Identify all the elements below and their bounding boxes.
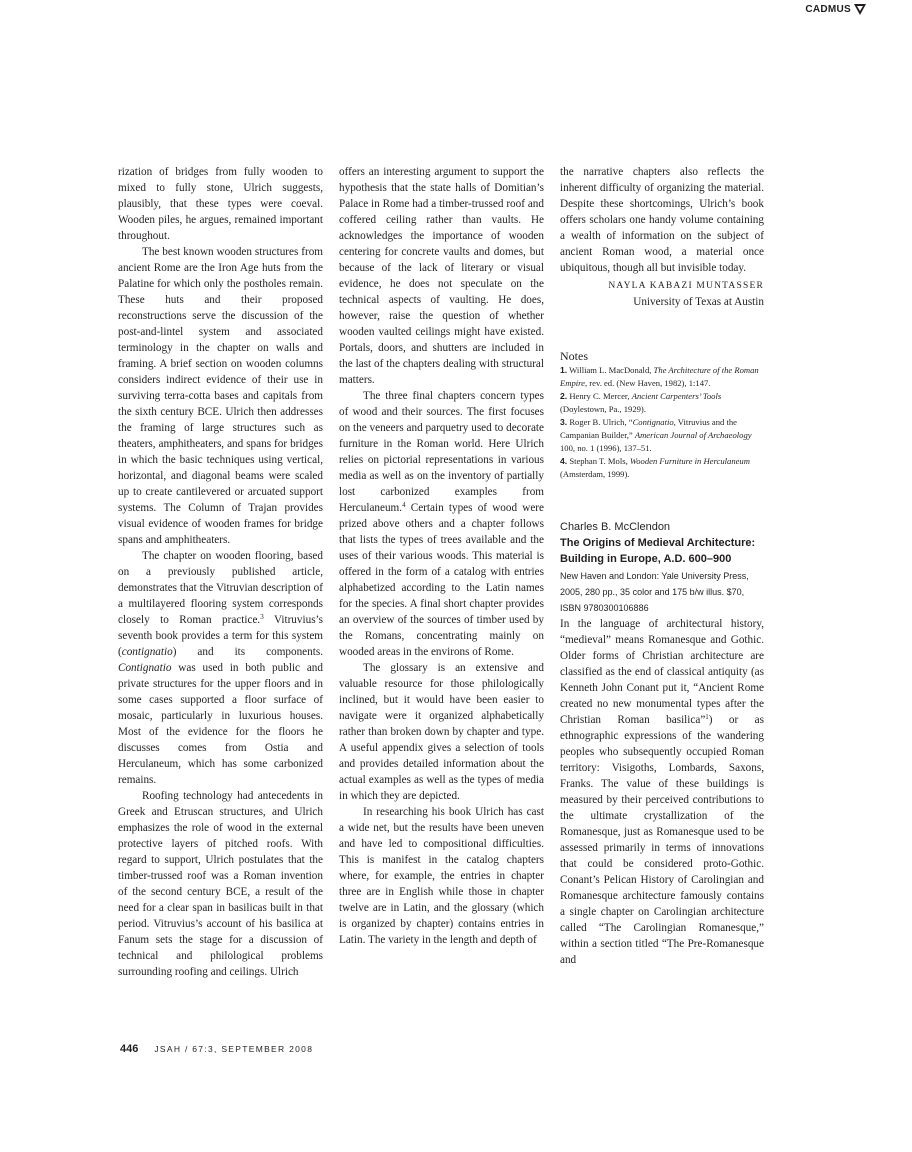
paragraph [118, 548, 323, 788]
page-footer [120, 1043, 313, 1055]
text-run: Henry C. Mercer, [567, 391, 632, 401]
reviewer-affiliation: University of Texas at Austin [633, 296, 764, 308]
journal-title-italic: American Journal of Archaeology [634, 430, 752, 440]
paragraph: rization of bridges from fully wooden to mixed to fully stone, Ulrich suggests, plausibly, that these types were coeval. Wooden piles, he argues, remained important throughout. [118, 166, 323, 242]
book-publication-info: New Haven and London: Yale University Press, 2005, 280 pp., 35 color and 175 b/w illus. $70, ISBN 9780300106886 [560, 571, 749, 613]
footnote-number: 1. [560, 365, 568, 375]
text-run: Roger B. Ulrich, “ [567, 417, 633, 427]
book-title-italic: The Architecture of the Roman Empire [560, 365, 759, 388]
paragraph: offers an interesting argument to support the hypothesis that the state halls of Domitian’s Palace in Rome had a timber-trussed roof and coffered ceiling rather than vaults. He acknowledges the importance of wooden centering for concrete vaults and domes, but because of the lack of literary or visual evidence, he does not speculate on the technical aspects of vaulting. He does, however, raise the question of whether wooden vaulted ceilings might have existed. Portals, doors, and shutters are included in the last of the chapters dealing with structural matters. [339, 166, 544, 386]
paragraph [339, 388, 544, 660]
text-run: , rev. ed. (New Haven, 1982), 1:147. [584, 378, 711, 388]
text-run: The three final chapters concern types of wood and their sources. The first focuses on the veneers and parquetry used to decorate furniture in the Roman world. Here Ulrich relies on pictorial representations in various media as well as on the inventory of partially lost carbonized examples from Herculaneum. [339, 390, 544, 514]
footnote-number: 2. [560, 391, 568, 401]
text-run: , Vitruvius and the Campanian Builder,” [560, 417, 737, 440]
footnote-ref: 4 [402, 501, 406, 509]
text-run: (Doylestown, Pa., 1929). [560, 404, 646, 414]
latin-term: contignatio [121, 646, 173, 658]
text-run: (Amsterdam, 1999). [560, 469, 630, 479]
text-run: was used in both public and private structures for the upper floors and in some cases supported a floor surface of mosaic, particularly in luxurious houses. Most of the evidence for the floors he discusses comes from Ostia and Herculaneum, which has some carbonized remains. [118, 662, 323, 786]
footnote [560, 455, 764, 481]
book-author: Charles B. McClendon [560, 521, 671, 533]
text-run: Certain types of wood were prized above others and a chapter follows that lists the types of trees available and the uses of their various woods. This material is offered in the form of a catalog with entries alphabetized according to the Latin names for the species. A final short chapter provides an overview of the sources of timber used by the Romans, concentrating mainly on wooded areas in the environs of Rome. [339, 502, 544, 658]
page-number: 446 [120, 1043, 139, 1055]
footnote [560, 390, 764, 416]
column-3 [560, 164, 764, 968]
footnote-ref: 1 [705, 713, 709, 721]
paragraph: The glossary is an extensive and valuable resource for those philologically inclined, but it would have been easier to navigate were it organized alphabetically rather than broken down by chapter and type. A useful appendix gives a selection of tools and provides detailed information about the actual examples as well as the types of media in which they are depicted. [339, 662, 544, 802]
column-2 [339, 164, 544, 948]
text-run: ) or as ethnographic expressions of the wandering peoples who subsequently occupied Roman territory: Visigoths, Lombards, Saxons, Franks. The value of these buildings is measured by their perceived contributions to the ultimate crystallization of the Romanesque, just as Romanesque used to be assessed primarily in terms of innovations that could be considered proto-Gothic. Conant’s Pelican History of Carolingian and Romanesque architecture famously contains a single chapter on Carolingian architecture called “The Carolingian Romanesque,” within a section titled “The Pre-Romanesque and [560, 714, 764, 966]
text-run: The chapter on wooden flooring, based on a previously published article, demonstrates that the Vitruvian description of a multilayered flooring system corresponds closely to Roman practice. [118, 550, 323, 626]
book-title-italic: Ancient Carpenters’ Tools [631, 391, 722, 401]
footnote [560, 364, 764, 390]
cadmus-brand [805, 4, 866, 15]
text-run: William L. MacDonald, [567, 365, 654, 375]
cadmus-label: CADMUS [805, 4, 851, 15]
cadmus-triangle-logo-icon [854, 4, 866, 15]
text-run: Stephan T. Mols, [567, 456, 630, 466]
text-run: In the language of architectural history, “medieval” means Romanesque and Gothic. Older forms of Christian architecture are classified as the end of classical antiquity (as Kenneth John Conant put it, “Ancient Rome created no new monumental types after the Christian Roman basilica” [560, 618, 764, 726]
footnote [560, 416, 764, 455]
paragraph: the narrative chapters also reflects the inherent difficulty of organizing the material. Despite these shortcomings, Ulrich’s book offers scholars one handy volume containing a wealth of information on the subject of ancient Roman wood, a material once ubiquitous, though all but invisible today. [560, 166, 764, 274]
text-run: Vitruvius’s seventh book provides a term for this system ( [118, 614, 324, 658]
column-1 [118, 164, 323, 980]
paragraph: Roofing technology had antecedents in Greek and Etruscan structures, and Ulrich emphasizes the role of wood in the external protective layers of pitched roofs. With regard to support, Ulrich postulates that the timber-trussed roof was a Roman invention of the second century BCE, a result of the need for a clear span in basilicas built in that period. Vitruvius’s account of his basilica at Fanum sets the stage for a discussion of technical and philological problems surrounding roofing and ceilings. Ulrich [118, 790, 323, 978]
footnote-number: 3. [560, 417, 568, 427]
paragraph [560, 616, 764, 968]
text-run: 100, no. 1 (1996), 137–51. [560, 443, 652, 453]
footnote-number: 4. [560, 456, 568, 466]
journal-citation: JSAH / 67:3, SEPTEMBER 2008 [154, 1044, 314, 1054]
book-header [560, 519, 764, 616]
notes-heading: Notes [560, 349, 588, 363]
book-title-italic: Wooden Furniture in Herculaneum [629, 456, 750, 466]
paragraph: The best known wooden structures from ancient Rome are the Iron Age huts from the Palatine for which only the postholes remain. These huts and their proposed reconstructions serve the discussion of the post-and-lintel system and associated terminology in the chapter on walls and framing. A brief section on wooden columns considers indirect evidence of their use in surviving terra-cotta bases and capitals from the sixth century BCE. Ulrich then addresses the framing of large structures such as theaters, amphitheaters, and spans for bridges in which the basic techniques using vertical, horizontal, and diagonal beams were scaled up to create cantilevered or arcuated support systems. The Column of Trajan provides visual evidence of wooden frames for bridge spans and amphitheaters. [118, 246, 323, 546]
footnote-ref: 3 [260, 613, 264, 621]
text-run: ) and its components. [172, 646, 323, 658]
paragraph: In researching his book Ulrich has cast a wide net, but the results have been uneven and have led to compositional difficulties. This is manifest in the catalog chapters where, for example, the entries in chapter three are in English while those in chapter twelve are in Latin, and the glossary (which is organized by chapter) contains entries in Latin. The variety in the length and depth of [339, 806, 544, 946]
book-title-italic: Contignatio [632, 417, 674, 427]
latin-term: Contignatio [118, 662, 172, 674]
book-title: The Origins of Medieval Architecture: Building in Europe, A.D. 600–900 [560, 537, 756, 565]
reviewer-name: NAYLA KABAZI MUNTASSER [608, 281, 764, 291]
